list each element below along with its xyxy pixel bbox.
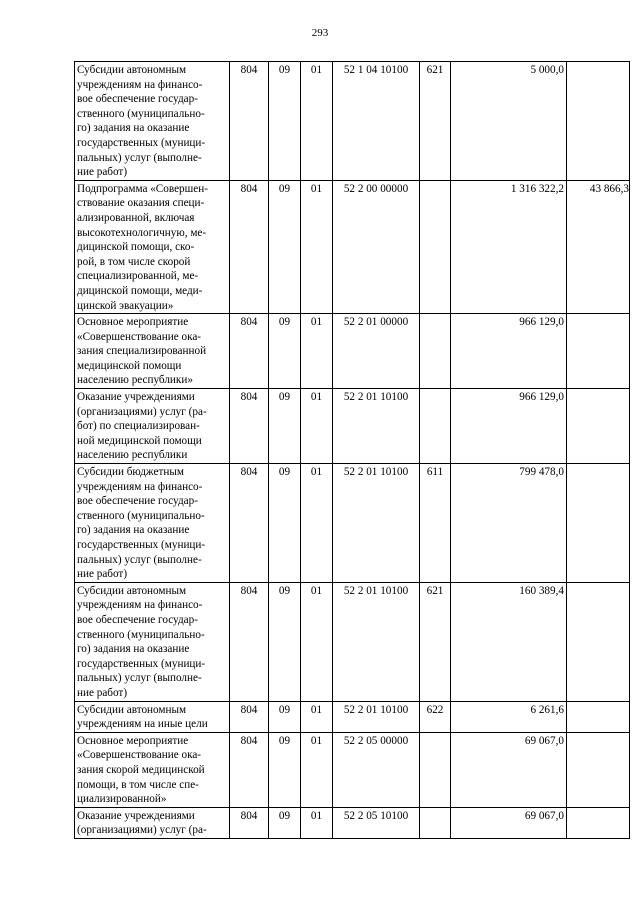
amount-cell: 69 067,0 <box>451 807 567 838</box>
target-article-cell: 52 2 01 10100 <box>333 701 420 732</box>
ved-code-cell: 804 <box>230 62 269 181</box>
table-row <box>75 582 630 701</box>
amount-extra-cell <box>567 582 630 701</box>
amount-extra-cell <box>567 464 630 583</box>
table-row <box>75 389 630 464</box>
ved-code-cell: 804 <box>230 582 269 701</box>
expense-type-cell: 622 <box>420 701 451 732</box>
page-number: 293 <box>311 27 329 39</box>
row-name-cell: Основное мероприятие «Совершенствование ока- зания скорой медицинской помощи, в том числе спе- циализированной» <box>75 732 230 807</box>
section-code-cell: 09 <box>269 180 301 313</box>
ved-code-cell: 804 <box>230 701 269 732</box>
amount-extra-cell <box>567 807 630 838</box>
row-name-cell: Субсидии бюджетным учреждениям на финансо- вое обеспечение государ- ственного (муниципально- го) задания на оказание государственных (муници- пальных) услуг (выполне- ние работ) <box>75 464 230 583</box>
amount-cell: 966 129,0 <box>451 389 567 464</box>
table-row <box>75 701 630 732</box>
target-article-cell: 52 2 01 10100 <box>333 464 420 583</box>
row-name-cell: Субсидии автономным учреждениям на иные цели <box>75 701 230 732</box>
target-article-cell: 52 2 01 10100 <box>333 582 420 701</box>
expense-type-cell <box>420 314 451 389</box>
expense-type-cell <box>420 180 451 313</box>
table-row <box>75 807 630 838</box>
table-row <box>75 314 630 389</box>
amount-cell: 799 478,0 <box>451 464 567 583</box>
row-name-cell: Субсидии автономным учреждениям на финансо- вое обеспечение государ- ственного (муниципально- го) задания на оказание государственных (муници- пальных) услуг (выполне- ние работ) <box>75 582 230 701</box>
section-code-cell: 09 <box>269 582 301 701</box>
section-code-cell: 09 <box>269 807 301 838</box>
target-article-cell: 52 2 05 10100 <box>333 807 420 838</box>
target-article-cell: 52 2 01 00000 <box>333 314 420 389</box>
amount-cell: 69 067,0 <box>451 732 567 807</box>
amount-extra-cell <box>567 732 630 807</box>
amount-extra-cell <box>567 701 630 732</box>
expense-type-cell: 621 <box>420 62 451 181</box>
ved-code-cell: 804 <box>230 389 269 464</box>
ved-code-cell: 804 <box>230 464 269 583</box>
budget-table <box>74 61 630 839</box>
subsection-code-cell: 01 <box>301 582 333 701</box>
ved-code-cell: 804 <box>230 180 269 313</box>
subsection-code-cell: 01 <box>301 180 333 313</box>
row-name-cell: Подпрограмма «Совершен- ствование оказания специ- ализированной, включая высокотехнологичную, ме- дицинской помощи, ско- рой, в том числе скорой специализированной, ме- дицинской помощи, меди- цинской эвакуации» <box>75 180 230 313</box>
amount-cell: 160 389,4 <box>451 582 567 701</box>
amount-extra-cell: 43 866,3 <box>567 180 630 313</box>
subsection-code-cell: 01 <box>301 464 333 583</box>
section-code-cell: 09 <box>269 464 301 583</box>
ved-code-cell: 804 <box>230 732 269 807</box>
ved-code-cell: 804 <box>230 807 269 838</box>
expense-type-cell <box>420 732 451 807</box>
subsection-code-cell: 01 <box>301 701 333 732</box>
expense-type-cell: 611 <box>420 464 451 583</box>
ved-code-cell: 804 <box>230 314 269 389</box>
subsection-code-cell: 01 <box>301 314 333 389</box>
table-row <box>75 180 630 313</box>
target-article-cell: 52 2 05 00000 <box>333 732 420 807</box>
row-name-cell: Оказание учреждениями (организациями) услуг (ра- бот) по специализирован- ной медицинской помощи населению республики <box>75 389 230 464</box>
target-article-cell: 52 2 00 00000 <box>333 180 420 313</box>
section-code-cell: 09 <box>269 732 301 807</box>
amount-cell: 5 000,0 <box>451 62 567 181</box>
expense-type-cell <box>420 807 451 838</box>
subsection-code-cell: 01 <box>301 389 333 464</box>
section-code-cell: 09 <box>269 314 301 389</box>
row-name-cell: Оказание учреждениями (организациями) услуг (ра- <box>75 807 230 838</box>
table-row <box>75 62 630 181</box>
expense-type-cell: 621 <box>420 582 451 701</box>
amount-cell: 1 316 322,2 <box>451 180 567 313</box>
target-article-cell: 52 1 04 10100 <box>333 62 420 181</box>
subsection-code-cell: 01 <box>301 732 333 807</box>
expense-type-cell <box>420 389 451 464</box>
row-name-cell: Субсидии автономным учреждениям на финансо- вое обеспечение государ- ственного (муниципально- го) задания на оказание государственных (муници- пальных) услуг (выполне- ние работ) <box>75 62 230 181</box>
section-code-cell: 09 <box>269 389 301 464</box>
subsection-code-cell: 01 <box>301 807 333 838</box>
section-code-cell: 09 <box>269 701 301 732</box>
table-row <box>75 464 630 583</box>
amount-cell: 966 129,0 <box>451 314 567 389</box>
amount-extra-cell <box>567 314 630 389</box>
amount-extra-cell <box>567 62 630 181</box>
subsection-code-cell: 01 <box>301 62 333 181</box>
row-name-cell: Основное мероприятие «Совершенствование ока- зания специализированной медицинской помощи населению республики» <box>75 314 230 389</box>
amount-extra-cell <box>567 389 630 464</box>
table-row <box>75 732 630 807</box>
amount-cell: 6 261,6 <box>451 701 567 732</box>
budget-table-body <box>75 62 630 839</box>
section-code-cell: 09 <box>269 62 301 181</box>
target-article-cell: 52 2 01 10100 <box>333 389 420 464</box>
